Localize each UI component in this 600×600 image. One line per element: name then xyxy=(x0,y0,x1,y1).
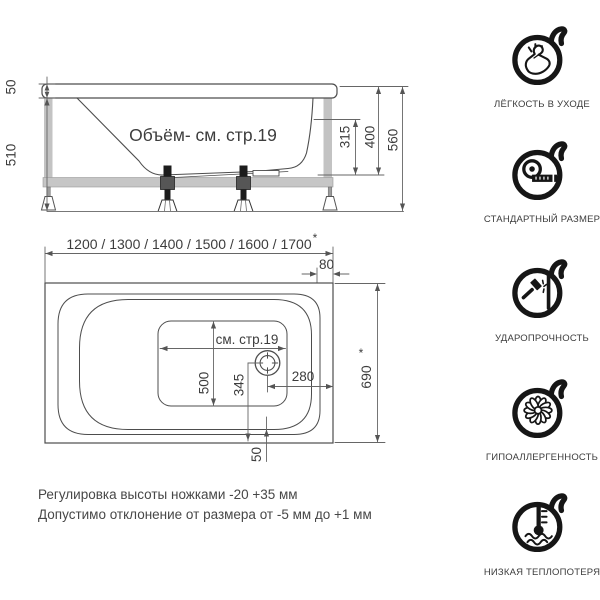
feature-label-impact-resistance: УДАРОПРОЧНОСТЬ xyxy=(495,333,589,344)
drop-flower-icon xyxy=(505,374,571,448)
leg-middle-1 xyxy=(158,166,177,212)
dim-depth-label: 400 xyxy=(362,125,378,149)
dim-bottom-overhang-label: 50 xyxy=(249,446,265,463)
dim-rim-side-label: 80 xyxy=(318,257,335,272)
top-view xyxy=(45,231,385,462)
dimension-width xyxy=(335,284,385,443)
floor-note-label: см. стр.19 xyxy=(215,332,279,347)
leg-end-left xyxy=(42,187,56,210)
footnote-leg-adjustment: Регулировка высоты ножками -20 +35 мм xyxy=(38,487,298,502)
volume-note: Объём- см. стр.19 xyxy=(129,125,277,145)
feature-label-easy-care: ЛЁГКОСТЬ В УХОДЕ xyxy=(494,99,590,110)
footnotes xyxy=(38,485,372,525)
drop-tape-measure-icon xyxy=(505,136,571,210)
dim-inner-depth-label: 315 xyxy=(337,125,353,149)
drop-thermometer-icon xyxy=(505,488,571,562)
footnote-size-tolerance: Допустимо отклонение от размера от -5 мм до +1 мм xyxy=(38,507,372,522)
dim-width-asterisk: * xyxy=(358,346,364,360)
dim-total-height-label: 560 xyxy=(385,128,401,152)
dim-drain-offset-label: 280 xyxy=(291,369,315,384)
drop-hand-snap-icon xyxy=(505,21,571,95)
frame-rail xyxy=(43,178,333,188)
feature-label-low-heat-loss: НИЗКАЯ ТЕПЛОПОТЕРЯ xyxy=(483,567,600,578)
drop-hammer-icon xyxy=(505,254,571,328)
dim-floor-length-label: 500 xyxy=(196,371,212,395)
dim-rim-height-label: 50 xyxy=(3,79,19,95)
length-options-label: 1200 / 1300 / 1400 / 1500 / 1600 / 1700 xyxy=(66,236,312,252)
dimension-length xyxy=(45,247,333,282)
tub-rim-profile xyxy=(42,84,337,98)
dim-drain-to-edge-label: 345 xyxy=(231,373,247,397)
length-options-asterisk: * xyxy=(312,231,318,245)
feature-label-standard-size: СТАНДАРТНЫЙ РАЗМЕР xyxy=(483,214,600,225)
dim-body-height-label: 510 xyxy=(3,143,19,167)
frame-post-right xyxy=(324,97,333,178)
dim-width-label: 690 xyxy=(357,365,374,389)
frame-post-left xyxy=(44,97,53,178)
drain-fitting xyxy=(253,171,279,177)
leg-end-right xyxy=(323,187,337,210)
side-view xyxy=(4,77,408,212)
feature-label-hypoallergenic: ГИПОАЛЛЕРГЕННОСТЬ xyxy=(485,452,599,463)
